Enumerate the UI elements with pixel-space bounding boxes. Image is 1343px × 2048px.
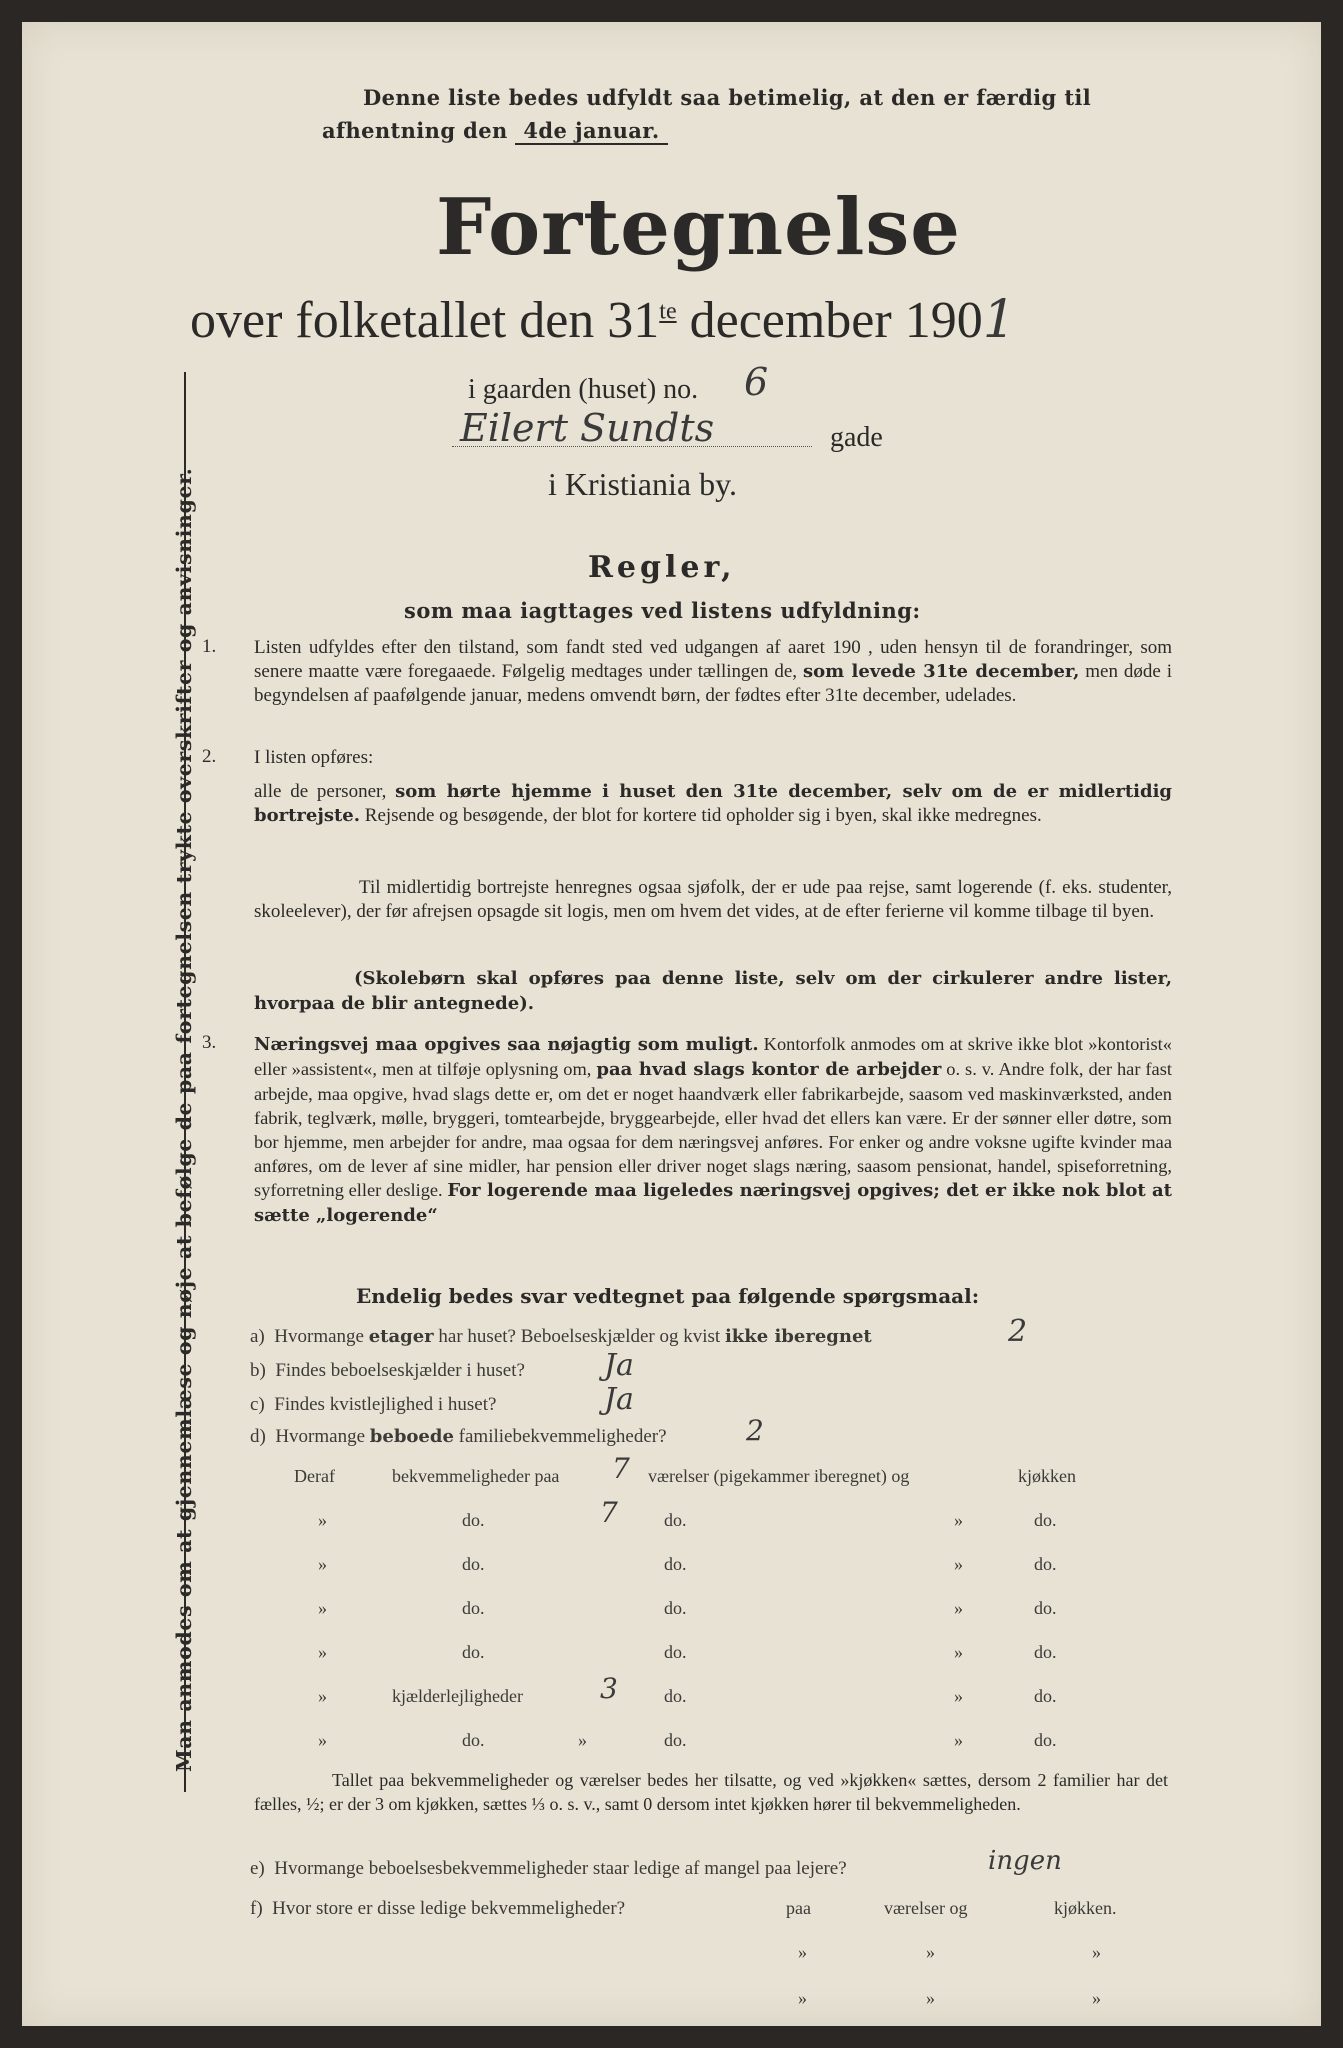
street-name: Eilert Sundts [460, 406, 715, 450]
table-row-cell: do. [462, 1730, 485, 1750]
pickup-date: 4de januar. [515, 118, 667, 145]
question-f-vaer: værelser og [884, 1898, 968, 1918]
table-header-bek: bekvemmeligheder paa [392, 1466, 560, 1486]
table-row-quote: » [954, 1686, 963, 1706]
rule3-text-a: Kontorfolk anmodes om at skrive ikke blot »kontorist« eller »assistent«, men at tilføje oplysning om, [254, 1034, 1172, 1079]
rule2-text-a: alle de personer, [254, 781, 396, 802]
question-f [250, 1898, 625, 1920]
table-header-deraf: Deraf [294, 1466, 335, 1486]
table-row-cell: do. [664, 1554, 687, 1574]
rule1-text [254, 636, 1172, 708]
notice-line2-prefix: afhentning den [322, 118, 508, 143]
question-b-text: Findes beboelseskjælder i huset? [275, 1360, 525, 1381]
question-d-text-post: familiebekvemmeligheder? [453, 1426, 667, 1447]
question-c-text: Findes kvistlejlighed i huset? [274, 1394, 497, 1415]
question-f-text: Hvor store er disse ledige bekvemmeligheder? [272, 1898, 626, 1919]
rule3-number: 3. [202, 1032, 217, 1053]
table-row-quote: » [954, 1554, 963, 1574]
street-suffix: gade [830, 422, 883, 453]
table-row-cell: do. [664, 1686, 687, 1706]
table-row-cell: do. [664, 1642, 687, 1662]
table-row-quote: » [318, 1686, 327, 1706]
questions-heading: Endelig bedes svar vedtegnet paa følgende spørgsmaal: [356, 1284, 980, 1308]
table-row-cell: do. [1034, 1730, 1057, 1750]
question-f-row-quote: » [1092, 1942, 1101, 1962]
rules-heading: Regler, [588, 550, 736, 585]
question-f-row-quote: » [798, 1988, 807, 2008]
table-row-quote: » [954, 1510, 963, 1530]
table-row-cell: kjælderlejligheder [392, 1686, 523, 1706]
question-f-kj: kjøkken. [1054, 1898, 1117, 1918]
question-a-label: a) [250, 1326, 265, 1347]
question-e-label: e) [250, 1858, 265, 1879]
rule3-bold1: Næringsvej maa opgives saa nøjagtig som muligt. [254, 1034, 759, 1055]
question-c-label: c) [250, 1394, 265, 1415]
house-number: 6 [744, 360, 769, 404]
notice-line1: Denne liste bedes udfyldt saa betimelig, at den er færdig til [363, 85, 1092, 110]
table-row-cell: do. [1034, 1598, 1057, 1618]
question-d-text-pre: Hvormange [275, 1426, 370, 1447]
house-label: i gaarden (huset) no. [468, 374, 699, 405]
rule2-paragraph3: (Skolebørn skal opføres paa denne liste, selv om der cirkulerer andre lister, hvorpaa de blir antegnede). [254, 968, 1172, 1014]
note-text: Tallet paa bekvemmeligheder og værelser bedes her tilsatte, og ved »kjøkken« sættes, dersom 2 familier har det fælles, ½; er der 3 om kjøkken, sættes ⅓ o. s. v., samt 0 dersom intet kjøkken hører til bekvemmeligheden. [254, 1770, 1168, 1814]
table-header-kj: kjøkken [1018, 1466, 1076, 1486]
table-row-cell: do. [1034, 1686, 1057, 1706]
table-row-cell: do. [462, 1554, 485, 1574]
table-row-quote: » [318, 1510, 327, 1530]
rule1-text-b: men døde i begyndelsen af paafølgende januar, medens omvendt børn, der fødtes efter 31te december, udelades. [254, 661, 1172, 706]
handwritten-year: 1 [982, 290, 1016, 350]
question-f-row-quote: » [1092, 1988, 1101, 2008]
rule1-bold: som levede 31te december, [802, 661, 1080, 682]
rule2-paragraph2: Til midlertidig bortrejste henregnes ogsaa sjøfolk, der er ude paa rejse, samt logerende (f. eks. studenter, skoleelever), der før afrejsen opsagde sit logis, men om hvem det vides, at de efter ferierne vil komme tilbage til byen. [254, 877, 1172, 922]
table-row-cell: do. [664, 1730, 687, 1750]
answer-b: Ja [604, 1348, 634, 1383]
answer-d: 2 [746, 1414, 764, 1447]
answer-a: 2 [1008, 1314, 1028, 1349]
handwritten-room-count: 3 [600, 1672, 618, 1705]
table-row-cell: do. [1034, 1642, 1057, 1662]
table-row-cell: do. [462, 1642, 485, 1662]
answer-c: Ja [604, 1382, 634, 1417]
subtitle-suffix: december 190 [676, 292, 983, 349]
subtitle-sup: te [659, 298, 677, 325]
question-a-bold2: ikke iberegnet [724, 1326, 872, 1347]
table-row-cell: do. [664, 1510, 687, 1530]
rule3-bold2: paa hvad slags kontor de arbejder [596, 1059, 942, 1080]
rule3-text [254, 1032, 1172, 1228]
sidebar-instruction: Man anmodes om at gjennemlæse og nøje at befølge de paa fortegnelsen trykte overskrifter og anvisninger. [172, 467, 196, 1772]
handwritten-room-count: 7 [600, 1496, 618, 1529]
table-row-cell: do. [1034, 1554, 1057, 1574]
question-e [250, 1858, 847, 1880]
question-d-label: d) [250, 1426, 266, 1447]
question-f-row-quote: » [926, 1942, 935, 1962]
rule2-text-b: Rejsende og besøgende, der blot for kortere tid opholder sig i byen, skal ikke medregnes. [360, 805, 1042, 826]
table-header-rooms: 7 [612, 1452, 630, 1485]
question-c [250, 1394, 496, 1416]
table-row-cell: do. [664, 1598, 687, 1618]
table-header-vaer: værelser (pigekammer iberegnet) og [648, 1466, 910, 1486]
rule3-bold3: For logerende maa ligeledes næringsvej opgives; det er ikke nok blot at sætte „logerende“ [254, 1180, 1172, 1226]
question-d-bold: beboede [369, 1426, 454, 1447]
question-f-paa: paa [786, 1898, 811, 1918]
table-row-cell: do. [1034, 1510, 1057, 1530]
question-a [250, 1326, 872, 1348]
question-a-text-pre: Hvormange [274, 1326, 369, 1347]
table-row-quote: » [318, 1598, 327, 1618]
rule3-text-b: o. s. v. Andre folk, der har fast arbejde, maa opgive, hvad slags dette er, om det er noget haandværk eller fabrikarbejde, saasom ved maskinværksted, anden fabrik, teglværk, mølle, bryggeri, tomtearbejde, bryggearbejde, eller hvad det ellers kan være. Er der sønner eller døtre, som bor hjemme, men arbejder for andre, maa ogsaa for dem næringsvej anføres. For enker og andre voksne ugifte kvinder maa anføres, om de lever af sine midler, har pension eller driver noget slags næring, saasom pensionat, handel, spiseforretning, syforretning eller deslige. [254, 1059, 1172, 1200]
question-b [250, 1360, 525, 1382]
page-title: Fortegnelse [436, 182, 961, 273]
table-row-quote: » [578, 1730, 587, 1750]
question-f-label: f) [250, 1898, 263, 1919]
city-label: i Kristiania by. [548, 466, 737, 502]
rule2-number: 2. [202, 746, 217, 767]
subtitle-prefix: over folketallet den 31 [190, 292, 660, 349]
rule1-number: 1. [202, 636, 217, 657]
question-e-text: Hvormange beboelsesbekvemmeligheder staar ledige af mangel paa lejere? [274, 1858, 847, 1879]
question-f-row-quote: » [926, 1988, 935, 2008]
table-row-quote: » [954, 1642, 963, 1662]
question-a-bold1: etager [368, 1326, 434, 1347]
rules-subheading: som maa iagttages ved listens udfyldning: [404, 598, 921, 623]
table-row-quote: » [954, 1730, 963, 1750]
question-f-row-quote: » [798, 1942, 807, 1962]
question-b-label: b) [250, 1360, 266, 1381]
answer-e: ingen [988, 1846, 1062, 1876]
rule2-bold: som hørte hjemme i huset den 31te december, selv om de er midlertidig bortrejste. [254, 781, 1173, 826]
question-a-text-mid: har huset? Beboelseskjælder og kvist [433, 1326, 725, 1347]
table-row-quote: » [318, 1554, 327, 1574]
rule2-text [254, 780, 1172, 828]
table-row-cell: do. [462, 1598, 485, 1618]
table-row-quote: » [318, 1730, 327, 1750]
table-row-quote: » [318, 1642, 327, 1662]
rule2-intro: I listen opføres: [254, 747, 374, 768]
table-row-cell: do. [462, 1510, 485, 1530]
census-form [22, 22, 1321, 2026]
question-d [250, 1426, 667, 1448]
page-subtitle [190, 290, 1016, 350]
table-row-quote: » [954, 1598, 963, 1618]
rule1-text-a: Listen udfyldes efter den tilstand, som fandt sted ved udgangen af aaret 190 , uden hensyn til de forandringer, som senere maatte være foregaaede. Følgelig medtages under tællingen de, [254, 637, 1172, 682]
notice-line2 [322, 118, 668, 143]
